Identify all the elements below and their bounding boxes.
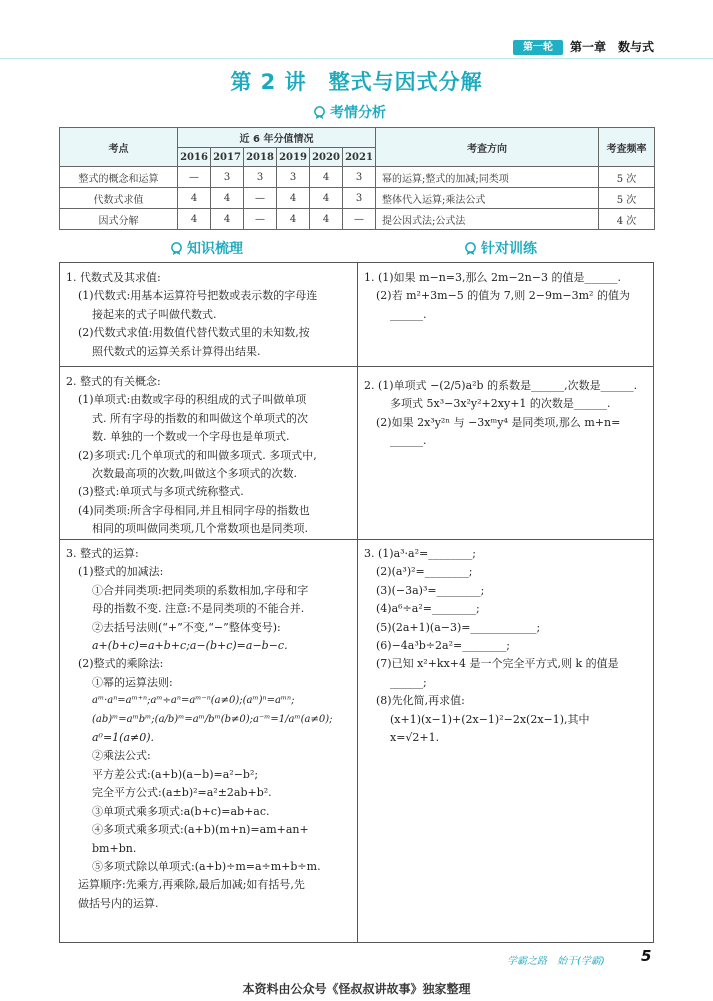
- frequency-cell: 5 次: [599, 167, 655, 188]
- training-label: 针对训练: [481, 241, 537, 257]
- ribbon-icon: [313, 106, 326, 119]
- source-note: 本资料由公众号《怪叔叔讲故事》独家整理: [242, 982, 471, 996]
- text-line: ①幂的运算法则:: [92, 675, 173, 689]
- text-line: (2)整式的乘除法:: [78, 657, 164, 671]
- knowledge-label: 知识梳理: [187, 241, 243, 257]
- text-line: 照代数式的运算关系计算得出结果.: [92, 344, 261, 358]
- score-cell: 4: [178, 188, 211, 209]
- footer-slogan: 学霸之路 始于(学霸): [507, 956, 605, 967]
- text-line: 接起来的式子叫做代数式.: [92, 307, 217, 321]
- knowledge-block-3: [66, 545, 352, 913]
- formula-line: (x+1)(x−1)+(2x−1)²−2x(2x−1),其中: [390, 712, 590, 726]
- text-line: 母的指数不变. 注意:不是同类项的不能合并.: [92, 602, 305, 616]
- point-cell: 因式分解: [60, 209, 178, 230]
- block-title: 3. 整式的运算:: [66, 547, 139, 560]
- point-cell: 代数式求值: [60, 188, 178, 209]
- knowledge-block-1: [66, 269, 352, 361]
- row-divider: [60, 366, 653, 367]
- formula-line: aᵐ·aⁿ=aᵐ⁺ⁿ;aᵐ÷aⁿ=aᵐ⁻ⁿ(a≠0);(aᵐ)ⁿ=aᵐⁿ;: [92, 695, 295, 707]
- answer-blank: ______.: [390, 434, 427, 448]
- question-line: (3)(−3a)³=________;: [376, 583, 485, 597]
- score-cell: 4: [178, 209, 211, 230]
- year-header: 2019: [277, 148, 310, 167]
- ribbon-icon: [464, 242, 477, 255]
- text-line: (2)多项式:几个单项式的和叫做多项式. 多项式中,: [78, 448, 317, 462]
- text-line: ②去括号法则(“+”不变,“−”整体变号):: [92, 620, 281, 634]
- header-scores: 近 6 年分值情况: [178, 128, 376, 148]
- text-line: 做括号内的运算.: [78, 896, 159, 910]
- text-line: (2)代数式求值:用数值代替代数式里的未知数,按: [78, 326, 310, 340]
- text-line: 运算顺序:先乘方,再乘除,最后加减;如有括号,先: [78, 878, 305, 892]
- question-line: (8)先化简,再求值:: [376, 694, 465, 708]
- formula-line: 完全平方公式:(a±b)²=a²±2ab+b².: [92, 786, 272, 800]
- answer-blank: ______.: [390, 307, 427, 321]
- training-block-2: [364, 377, 650, 451]
- frequency-cell: 4 次: [599, 209, 655, 230]
- score-cell: 3: [343, 188, 376, 209]
- direction-cell: 整体代入运算;乘法公式: [376, 188, 599, 209]
- score-cell: 4: [310, 209, 343, 230]
- formula-line: (ab)ᵐ=aᵐbᵐ;(a/b)ᵐ=aᵐ/bᵐ(b≠0);a⁻ᵐ=1/aᵐ(a≠0);: [92, 713, 333, 725]
- formula-line: ④多项式乘多项式:(a+b)(m+n)=am+an+: [92, 823, 309, 837]
- text-line: (1)代数式:用基本运算符号把数或表示数的字母连: [78, 289, 318, 303]
- question-line: (2)(a³)²=________;: [376, 565, 473, 579]
- header-direction: 考查方向: [376, 128, 599, 167]
- table-row: [60, 209, 655, 230]
- year-header: 2020: [310, 148, 343, 167]
- text-line: (3)整式:单项式与多项式统称整式.: [78, 485, 244, 499]
- question-line: (2)若 m²+3m−5 的值为 7,则 2−9m−3m² 的值为: [376, 289, 630, 303]
- score-cell: 4: [310, 188, 343, 209]
- score-cell: 4: [211, 188, 244, 209]
- formula-line: ⑤多项式除以单项式:(a+b)÷m=a÷m+b÷m.: [92, 859, 321, 873]
- question-line: 2. (1)单项式 −(2/5)a²b 的系数是______,次数是______.: [364, 379, 638, 392]
- block-title: 2. 整式的有关概念:: [66, 375, 161, 388]
- score-cell: —: [178, 167, 211, 188]
- formula-line: x=√2+1.: [390, 731, 440, 745]
- question-line: (5)(2a+1)(a−3)=____________;: [376, 620, 541, 634]
- question-line: 多项式 5x³−3x²y²+2xy+1 的次数是______.: [390, 397, 611, 411]
- row-divider: [60, 539, 653, 540]
- knowledge-block-2: [66, 373, 352, 539]
- block-title: 1. 代数式及其求值:: [66, 271, 161, 284]
- year-header: 2017: [211, 148, 244, 167]
- exam-analysis-label: 考情分析: [330, 105, 386, 121]
- score-cell: 4: [211, 209, 244, 230]
- question-line: (6)−4a³b÷2a²=________;: [376, 639, 510, 653]
- formula-line: 平方差公式:(a+b)(a−b)=a²−b²;: [92, 767, 259, 781]
- training-block-3: [364, 545, 650, 747]
- formula-line: a+(b+c)=a+b+c;a−(b+c)=a−b−c.: [92, 639, 288, 653]
- answer-blank: ______;: [390, 675, 427, 689]
- question-line: 3. (1)a³·a²=________;: [364, 547, 476, 560]
- exam-analysis-heading: [313, 102, 386, 122]
- question-line: 1. (1)如果 m−n=3,那么 2m−2n−3 的值是______.: [364, 271, 621, 284]
- text-line: 数. 单独的一个数或一个字母也是单项式.: [92, 430, 290, 444]
- text-line: 次数最高项的次数,叫做这个多项式的次数.: [92, 467, 297, 481]
- score-cell: 3: [244, 167, 277, 188]
- score-cell: 3: [211, 167, 244, 188]
- question-line: (7)已知 x²+kx+4 是一个完全平方式,则 k 的值是: [376, 657, 619, 671]
- score-cell: —: [244, 209, 277, 230]
- content-grid: [59, 262, 654, 943]
- question-line: (2)如果 2x³y²ⁿ 与 −3xᵐy⁴ 是同类项,那么 m+n=: [376, 415, 621, 429]
- text-line: (4)同类项:所含字母相同,并且相同字母的指数也: [78, 503, 310, 517]
- text-line: 式. 所有字母的指数的和叫做这个单项式的次: [92, 411, 308, 425]
- score-cell: 3: [277, 167, 310, 188]
- score-cell: 4: [277, 209, 310, 230]
- direction-cell: 幂的运算;整式的加减;同类项: [376, 167, 599, 188]
- header-divider: [0, 58, 713, 59]
- text-line: ②乘法公式:: [92, 749, 151, 763]
- training-heading: [464, 238, 537, 258]
- chapter-label: 第一章 数与式: [570, 40, 655, 54]
- formula-line: a⁰=1(a≠0).: [92, 731, 155, 745]
- score-cell: 4: [310, 167, 343, 188]
- formula-line: bm+bn.: [92, 841, 137, 855]
- training-block-1: [364, 269, 650, 324]
- text-line: (1)单项式:由数或字母的积组成的式子叫做单项: [78, 393, 307, 407]
- year-header: 2016: [178, 148, 211, 167]
- formula-line: ③单项式乘多项式:a(b+c)=ab+ac.: [92, 804, 270, 818]
- score-cell: 3: [343, 167, 376, 188]
- round-badge: 第一轮: [513, 40, 563, 55]
- score-cell: —: [343, 209, 376, 230]
- column-divider: [357, 263, 358, 942]
- point-cell: 整式的概念和运算: [60, 167, 178, 188]
- ribbon-icon: [170, 242, 183, 255]
- page-title: 第 2 讲 整式与因式分解: [230, 70, 483, 94]
- question-line: (4)a⁶÷a²=________;: [376, 602, 480, 616]
- header-point: 考点: [60, 128, 178, 167]
- header-frequency: 考查频率: [599, 128, 655, 167]
- knowledge-heading: [170, 238, 243, 258]
- year-header: 2021: [343, 148, 376, 167]
- frequency-cell: 5 次: [599, 188, 655, 209]
- table-row: [60, 167, 655, 188]
- year-header: 2018: [244, 148, 277, 167]
- direction-cell: 提公因式法;公式法: [376, 209, 599, 230]
- exam-table: [59, 127, 655, 230]
- page-number: 5: [641, 947, 652, 965]
- text-line: (1)整式的加减法:: [78, 565, 164, 579]
- table-row: [60, 188, 655, 209]
- score-cell: 4: [277, 188, 310, 209]
- score-cell: —: [244, 188, 277, 209]
- text-line: ①合并同类项:把同类项的系数相加,字母和字: [92, 583, 309, 597]
- text-line: 相同的项叫做同类项,几个常数项也是同类项.: [92, 522, 308, 536]
